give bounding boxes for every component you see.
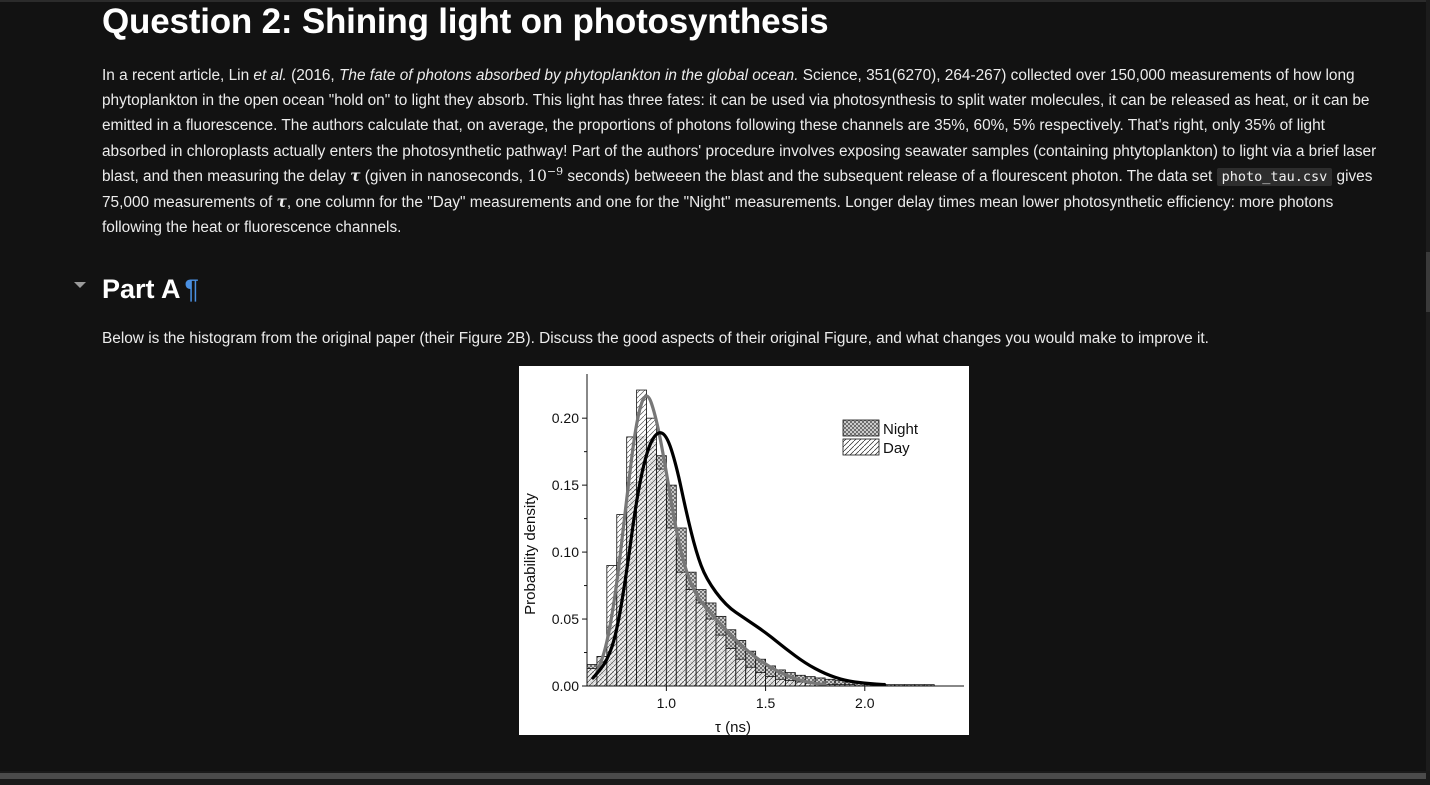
y-tick-label: 0.05 [551, 611, 579, 628]
article-title: The fate of photons absorbed by phytoplankton in the global ocean. [339, 67, 799, 84]
histogram-bar-day [686, 590, 696, 686]
intro-text: gives 75,000 measurements of [102, 167, 1373, 212]
intro-text: , one column for the "Day" measurements and one for the "Night" measurements. Longer delay times mean lower photosynthetic efficiency: more photons following the heat or fluorescence channels. [102, 194, 1334, 237]
x-tick-label: 2.0 [855, 695, 875, 711]
part-a-title: Part A [102, 274, 181, 304]
legend-label-night: Night [883, 421, 919, 438]
histogram-chart [519, 366, 969, 735]
histogram-bar-day [785, 681, 795, 686]
intro-text: Science, 351(6270), 264-267) collected over 150,000 measurements of how long phytoplankton in the open ocean "hold on" to light they absorb. This light has three fates: it can be used via photosynthesis to split water molecules, it can be released as heat, or it can be emitted in a fluorescence. The authors calculate that, on average, the proportions of photons following these channels are 35%, 60%, 5% respectively. That's right, only 35% of light absorbed in chloroplasts actually enters the photosynthetic pathway! Part of the authors' procedure involves exposing seawater samples (containing phtytoplankton) to light via a brief laser blast, and then measuring the delay [102, 67, 1377, 185]
histogram-bar-day [726, 649, 736, 686]
histogram-bar-day [746, 667, 756, 686]
histogram-bar-day [637, 390, 647, 686]
y-axis-label: Probability density [522, 493, 539, 615]
x-tick-label: 1.5 [755, 695, 776, 711]
y-tick-label: 0.00 [551, 678, 579, 694]
tau-symbol: τ [276, 193, 287, 212]
histogram-bar-day [647, 418, 657, 686]
part-a-heading [102, 274, 199, 305]
histogram-bar-day [676, 572, 686, 686]
intro-text: (given in nanoseconds, [360, 167, 528, 185]
y-tick-label: 0.15 [551, 477, 579, 494]
intro-text: (2016, [286, 67, 339, 84]
intro-text: seconds) betweeen the blast and the subsequent release of a flourescent photon. The data set [563, 167, 1217, 185]
intro-etal: et al. [253, 67, 287, 84]
intro-text: In a recent article, Lin [102, 67, 254, 84]
y-tick-label: 0.10 [551, 544, 579, 561]
part-a-text: Below is the histogram from the original paper (their Figure 2B). Discuss the good aspects of their original Figure, and what changes you would make to improve it. [102, 330, 1209, 347]
histogram-bar-day [716, 635, 726, 686]
horizontal-scrollbar-thumb[interactable] [0, 773, 1426, 779]
histogram-bar-day [656, 469, 666, 686]
histogram-bar-day [776, 679, 786, 686]
vertical-scrollbar-track [1426, 0, 1430, 775]
question-title: Question 2: Shining light on photosynthesis [102, 2, 829, 41]
tau-symbol: τ [350, 166, 361, 185]
histogram-bar-day [736, 659, 746, 686]
histogram-bar-day [696, 603, 706, 686]
anchor-link[interactable]: ¶ [184, 274, 200, 304]
histogram-bar-day [756, 673, 766, 686]
histogram-bar-day [666, 528, 676, 686]
math-exponent: −9 [546, 164, 564, 178]
math-ten: 10 [527, 166, 547, 185]
x-tick-label: 1.0 [656, 695, 677, 711]
intro-paragraph [102, 63, 1392, 240]
filename-code: photo_tau.csv [1217, 168, 1333, 186]
legend-swatch-day [843, 439, 879, 455]
y-tick-label: 0.20 [551, 410, 579, 427]
legend-label-day: Day [883, 440, 910, 457]
histogram-bar-day [766, 677, 776, 686]
legend-swatch-night [843, 420, 879, 436]
histogram-bar-day [706, 619, 716, 686]
collapse-caret-icon[interactable] [74, 282, 86, 288]
histogram-figure [519, 366, 969, 735]
x-axis-label: τ (ns) [715, 719, 751, 735]
vertical-scrollbar-thumb[interactable] [1426, 252, 1430, 312]
